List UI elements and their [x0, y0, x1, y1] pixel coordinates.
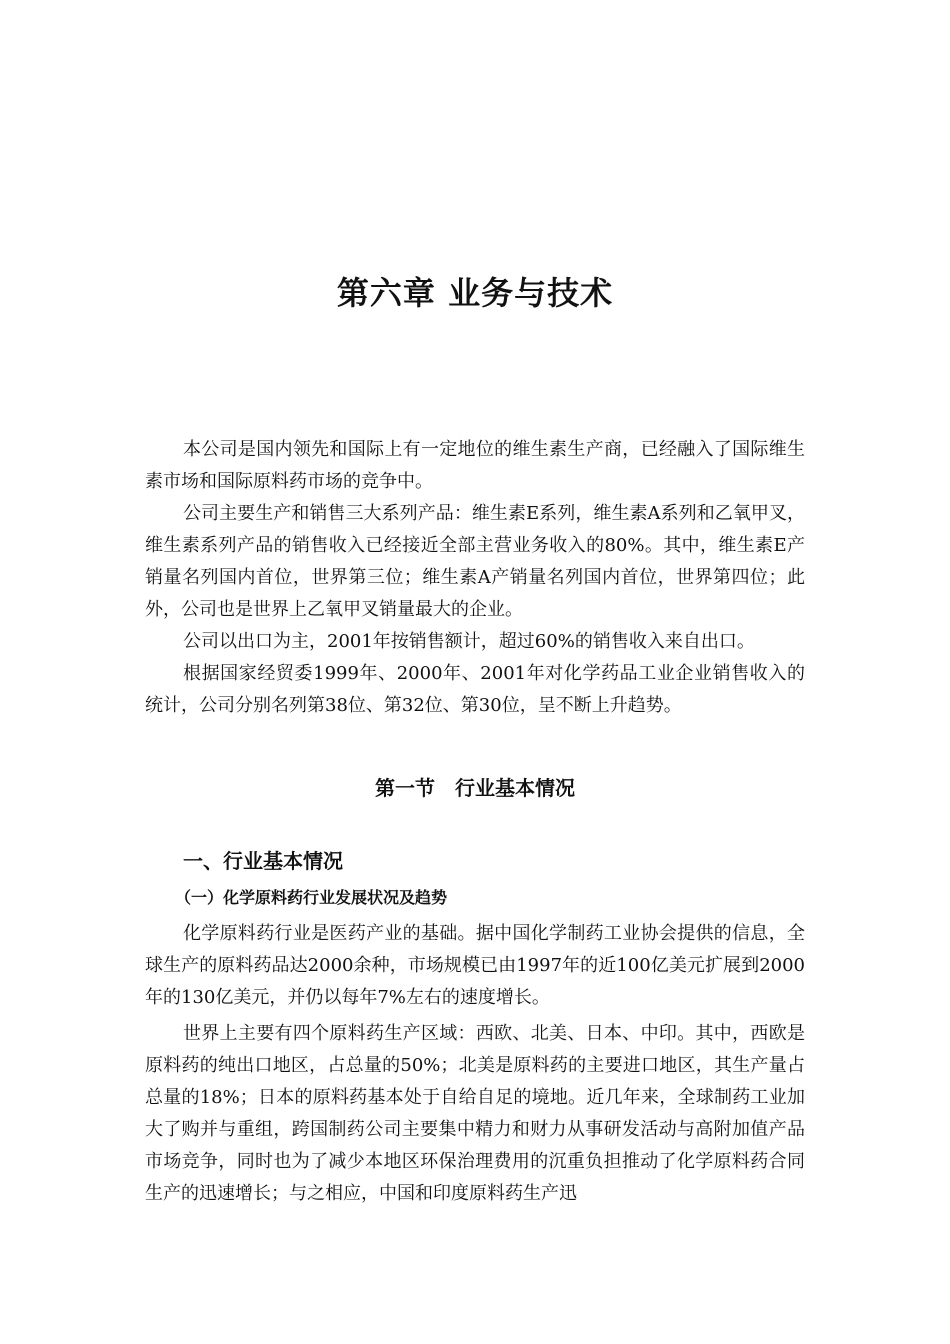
intro-section: [145, 434, 805, 722]
intro-paragraph: 根据国家经贸委1999年、2000年、2001年对化学药品工业企业销售收入的统计，公司分别名列第38位、第32位、第30位，呈不断上升趋势。: [145, 663, 805, 716]
heading-level-1: 一、行业基本情况: [183, 849, 343, 873]
intro-paragraph: 本公司是国内领先和国际上有一定地位的维生素生产商，已经融入了国际维生素市场和国际原料药市场的竞争中。: [145, 439, 805, 492]
body-section: [145, 918, 805, 1210]
body-paragraph: 世界上主要有四个原料药生产区域：西欧、北美、日本、中印。其中，西欧是原料药的纯出口地区，占总量的50%；北美是原料药的主要进口地区，其生产量占总量的18%；日本的原料药基本处于自给自足的境地。近几年来，全球制药工业加大了购并与重组，跨国制药公司主要集中精力和财力从事研发活动与高附加值产品市场竞争，同时也为了减少本地区环保治理费用的沉重负担推动了化学原料药合同生产的迅速增长；与之相应，中国和印度原料药生产迅: [145, 1023, 805, 1204]
chapter-title: 第六章 业务与技术: [336, 274, 614, 312]
heading-level-2: （一）化学原料药行业发展状况及趋势: [175, 888, 448, 907]
body-paragraph: 化学原料药行业是医药产业的基础。据中国化学制药工业协会提供的信息，全球生产的原料药品达2000余种，市场规模已由1997年的近100亿美元扩展到2000年的130亿美元，并仍以每年7%左右的速度增长。: [145, 923, 805, 1008]
intro-paragraph: 公司以出口为主，2001年按销售额计，超过60%的销售收入来自出口。: [183, 631, 755, 652]
section-title: 第一节 行业基本情况: [375, 776, 575, 800]
intro-paragraph: 公司主要生产和销售三大系列产品：维生素E系列，维生素A系列和乙氧甲叉，维生素系列产品的销售收入已经接近全部主营业务收入的80%。其中，维生素E产销量名列国内首位，世界第三位；维生素A产销量名列国内首位，世界第四位；此外，公司也是世界上乙氧甲叉销量最大的企业。: [145, 503, 805, 620]
